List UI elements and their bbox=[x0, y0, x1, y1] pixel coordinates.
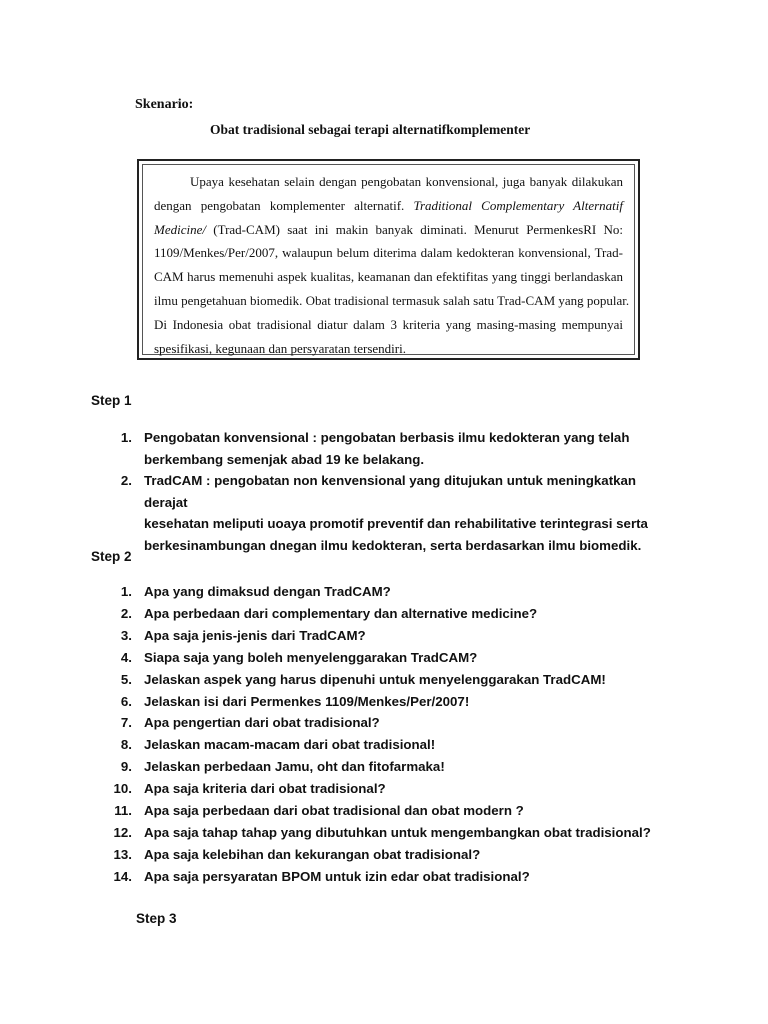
scenario-line: Upaya kesehatan selain dengan pengobatan konvensional, juga banyak dilakukan bbox=[190, 174, 623, 189]
item-text: Siapa saja yang boleh menyelenggarakan TradCAM? bbox=[144, 649, 478, 665]
scenario-title: Obat tradisional sebagai terapi alternatifkomplementer bbox=[210, 122, 531, 137]
item-number: 5. bbox=[120, 671, 132, 687]
item-number: 12. bbox=[113, 824, 132, 840]
item-text: Jelaskan perbedaan Jamu, oht dan fitofarmaka! bbox=[144, 759, 445, 775]
list-item bbox=[120, 669, 680, 691]
item-text: Jelaskan aspek yang harus dipenuhi untuk menyelenggarakan TradCAM! bbox=[144, 671, 606, 687]
item-text: Jelaskan isi dari Permenkes 1109/Menkes/Per/2007! bbox=[144, 693, 470, 709]
scenario-text bbox=[142, 164, 635, 355]
list-item bbox=[120, 691, 680, 713]
list-item bbox=[113, 844, 680, 866]
list-item bbox=[113, 822, 680, 844]
item-text: Jelaskan macam-macam dari obat tradisional! bbox=[144, 737, 436, 753]
item-text: Apa saja persyaratan BPOM untuk izin edar obat tradisional? bbox=[144, 868, 530, 884]
step1-list bbox=[120, 427, 680, 557]
list-item bbox=[120, 647, 680, 669]
item-number: 1. bbox=[120, 584, 132, 599]
scenario-line: Medicine/ (Trad-CAM) saat ini makin banyak diminati. Menurut PermenkesRI No: bbox=[154, 221, 624, 237]
list-item bbox=[120, 734, 680, 756]
item-number: 11. bbox=[114, 803, 132, 819]
item-text: Apa pengertian dari obat tradisional? bbox=[144, 715, 380, 731]
item-text-line: kesehatan meliputi uoaya promotif preventif dan rehabilitative terintegrasi serta bbox=[144, 516, 648, 532]
item-number: 2. bbox=[120, 605, 132, 621]
item-number: 6. bbox=[120, 693, 132, 709]
step2-list bbox=[113, 581, 680, 888]
list-item bbox=[120, 603, 680, 625]
list-item bbox=[113, 866, 680, 888]
scenario-line: spesifikasi, kegunaan dan persyaratan tersendiri. bbox=[154, 340, 406, 356]
item-number: 1. bbox=[120, 430, 132, 445]
item-text: Apa saja kelebihan dan kekurangan obat tradisional? bbox=[144, 846, 481, 862]
item-text-line: berkembang semenjak abad 19 ke belakang. bbox=[144, 451, 425, 467]
item-number: 8. bbox=[120, 737, 132, 753]
item-number: 10. bbox=[113, 781, 132, 797]
item-number: 13. bbox=[113, 846, 132, 862]
list-item bbox=[120, 427, 680, 470]
item-number: 7. bbox=[120, 715, 132, 731]
list-item bbox=[114, 800, 680, 822]
item-number: 4. bbox=[120, 649, 132, 665]
item-text: Apa yang dimaksud dengan TradCAM? bbox=[144, 584, 391, 599]
list-item bbox=[113, 778, 680, 800]
step1-heading: Step 1 bbox=[91, 393, 132, 408]
item-text: Apa saja perbedaan dari obat tradisional dan obat modern ? bbox=[144, 803, 524, 819]
list-item bbox=[120, 625, 680, 647]
scenario-line: Di Indonesia obat tradisional diatur dalam 3 kriteria yang masing-masing mempunyai bbox=[154, 316, 623, 332]
scenario-label: Skenario: bbox=[135, 97, 194, 112]
item-number: 14. bbox=[113, 868, 132, 884]
list-item bbox=[120, 712, 680, 734]
step2-heading: Step 2 bbox=[91, 549, 132, 564]
item-text: Apa saja tahap tahap yang dibutuhkan untuk mengembangkan obat tradisional? bbox=[144, 824, 651, 840]
item-text: Apa perbedaan dari complementary dan alternative medicine? bbox=[144, 605, 538, 621]
item-number: 2. bbox=[120, 473, 132, 489]
step3-heading: Step 3 bbox=[136, 911, 177, 926]
item-text: Apa saja kriteria dari obat tradisional? bbox=[144, 781, 386, 797]
item-number: 3. bbox=[120, 627, 132, 643]
scenario-line: 1109/Menkes/Per/2007, walaupun belum diterima dalam kedokteran konvensional, Trad- bbox=[154, 245, 623, 261]
scenario-box bbox=[137, 159, 640, 360]
item-text-line: Pengobatan konvensional : pengobatan berbasis ilmu kedokteran yang telah bbox=[144, 430, 630, 445]
list-item bbox=[120, 470, 680, 556]
item-text-line: berkesinambungan dnegan ilmu kedokteran, serta berdasarkan ilmu biomedik. bbox=[144, 537, 642, 553]
scenario-line: CAM harus memenuhi aspek kualitas, keamanan dan efektifitas yang tinggi berlandaskan bbox=[154, 269, 623, 285]
item-text-line: TradCAM : pengobatan non kenvensional yang ditujukan untuk meningkatkan derajat bbox=[144, 473, 637, 510]
list-item bbox=[120, 756, 680, 778]
scenario-line: dengan pengobatan komplementer alternatif. Traditional Complementary Alternatif bbox=[154, 197, 623, 213]
list-item bbox=[120, 581, 680, 603]
item-number: 9. bbox=[120, 759, 132, 775]
scenario-line: ilmu pengetahuan biomedik. Obat tradisional termasuk salah satu Trad-CAM yang popular. bbox=[154, 292, 630, 308]
item-text: Apa saja jenis-jenis dari TradCAM? bbox=[144, 627, 366, 643]
